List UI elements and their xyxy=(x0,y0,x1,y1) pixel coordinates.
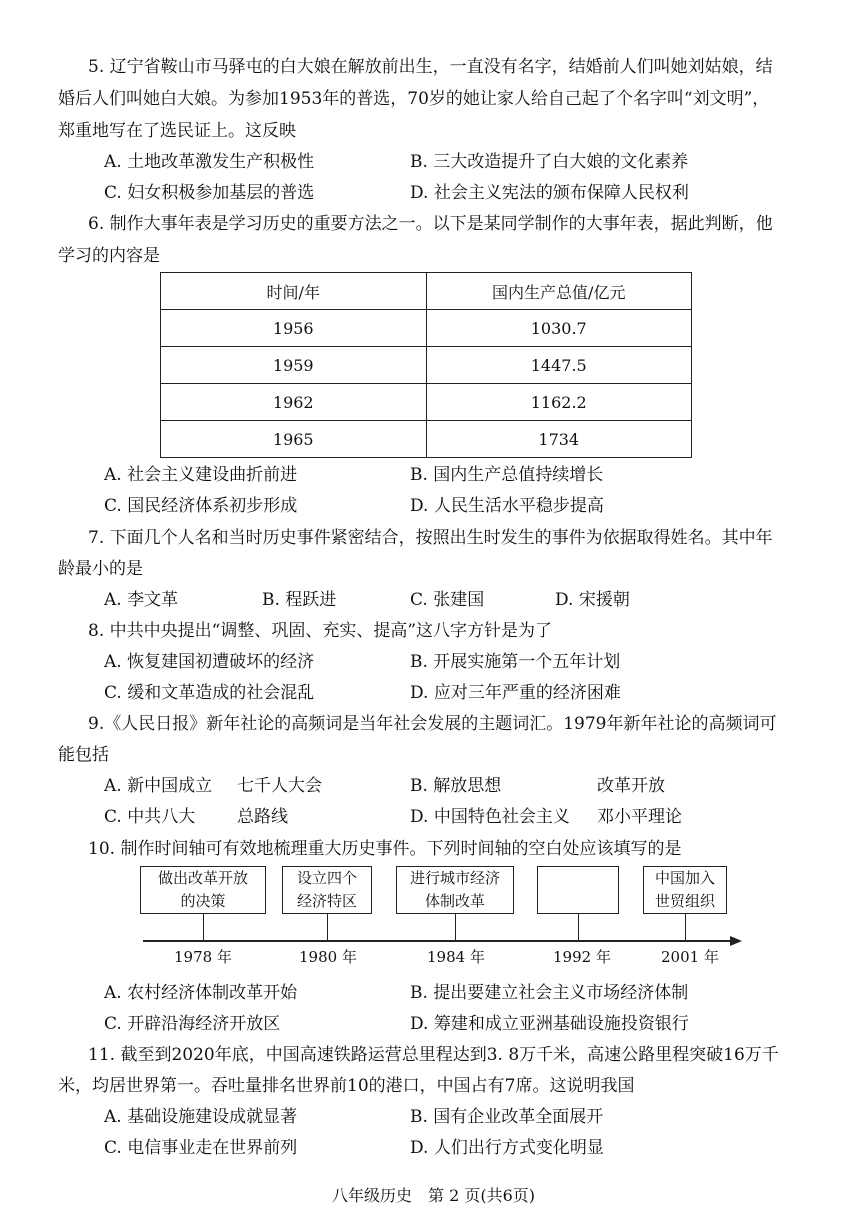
table-cell: 1030.7 xyxy=(426,310,692,347)
table-cell: 1959 xyxy=(161,347,427,384)
q10-option-d: D. 筹建和成立亚洲基础设施投资银行 xyxy=(410,1014,689,1034)
q6-option-a: A. 社会主义建设曲折前进 xyxy=(104,465,298,485)
table-cell: 1162.2 xyxy=(426,384,692,421)
timeline-event-text: 世贸组织 xyxy=(654,892,715,910)
q5-stem-line2: 婚后人们叫她白大娘。为参加1953年的普选，70岁的她让家人给自己起了个名字叫“刘文明”， xyxy=(58,89,770,109)
q10-option-c: C. 开辟沿海经济开放区 xyxy=(104,1014,281,1034)
q5-option-c: C. 妇女积极参加基层的普选 xyxy=(104,183,315,203)
page-footer: 八年级历史 第 2 页(共6页) xyxy=(331,1186,536,1205)
q7-option-c: C. 张建国 xyxy=(410,590,485,610)
q7-option-d: D. 宋援朝 xyxy=(555,590,630,610)
timeline-event-text: 体制改革 xyxy=(424,892,485,910)
timeline-blank-box xyxy=(537,866,619,914)
q5-stem-line1: 5. 辽宁省鞍山市马驿屯的白大娘在解放前出生，一直没有名字，结婚前人们叫她刘姑娘，结 xyxy=(88,57,773,77)
timeline-event-text: 进行城市经济 xyxy=(409,869,500,887)
timeline-event-text: 设立四个 xyxy=(296,869,357,887)
table-row xyxy=(161,310,692,347)
table-cell: 1734 xyxy=(426,421,692,458)
q5-stem-line3: 郑重地写在了选民证上。这反映 xyxy=(58,121,296,141)
q11-option-b: B. 国有企业改革全面展开 xyxy=(410,1107,604,1127)
q9-stem-line1: 9.《人民日报》新年社论的高频词是当年社会发展的主题词汇。1979年新年社论的高频词可 xyxy=(88,714,777,734)
q5-option-d: D. 社会主义宪法的颁布保障人民权利 xyxy=(410,183,689,203)
table-row xyxy=(161,421,692,458)
q11-option-a: A. 基础设施建设成就显著 xyxy=(104,1107,298,1127)
q9-option-c: C. 中共八大 xyxy=(104,807,196,827)
gdp-table xyxy=(160,272,692,458)
table-header: 时间/年 xyxy=(161,273,427,310)
timeline-tick xyxy=(203,914,204,941)
q11-stem-line1: 11. 截至到2020年底，中国高速铁路运营总里程达到3. 8万千米，高速公路里程突破16万千 xyxy=(88,1045,779,1065)
q8-option-a: A. 恢复建国初遭破坏的经济 xyxy=(104,652,315,672)
q5-option-b: B. 三大改造提升了白大娘的文化素养 xyxy=(410,152,689,172)
q8-option-d: D. 应对三年严重的经济困难 xyxy=(410,683,621,703)
table-row xyxy=(161,384,692,421)
q6-option-b: B. 国内生产总值持续增长 xyxy=(410,465,604,485)
timeline-event-box xyxy=(643,866,727,914)
table-header: 国内生产总值/亿元 xyxy=(426,273,692,310)
timeline-year: 2001 年 xyxy=(661,948,719,966)
q9-option-b: B. 解放思想 xyxy=(410,776,502,796)
timeline-event-text: 的决策 xyxy=(180,892,226,910)
table-header-row xyxy=(161,273,692,310)
timeline-event-box xyxy=(282,866,372,914)
timeline-event-box xyxy=(396,866,514,914)
table-cell: 1965 xyxy=(161,421,427,458)
timeline-event-text: 中国加入 xyxy=(654,869,715,887)
q9-option-a: A. 新中国成立 xyxy=(104,776,213,796)
table-row xyxy=(161,347,692,384)
table-cell: 1447.5 xyxy=(426,347,692,384)
q5-option-a: A. 土地改革激发生产积极性 xyxy=(104,152,315,172)
q9-option-d: D. 中国特色社会主义 xyxy=(410,807,570,827)
q9-option-a-term: 七千人大会 xyxy=(237,776,322,796)
timeline-event-box xyxy=(140,866,266,914)
q11-stem-line2: 米，均居世界第一。吞吐量排名世界前10的港口，中国占有7席。这说明我国 xyxy=(58,1076,635,1096)
q9-option-c-term: 总路线 xyxy=(237,807,288,827)
timeline-tick xyxy=(327,914,328,941)
timeline-event-text: 做出改革开放 xyxy=(157,869,248,887)
q6-stem-line1: 6. 制作大事年表是学习历史的重要方法之一。以下是某同学制作的大事年表，据此判断，他 xyxy=(88,214,773,234)
q7-stem-line2: 龄最小的是 xyxy=(58,559,143,579)
timeline-year: 1992 年 xyxy=(553,948,611,966)
q7-option-b: B. 程跃进 xyxy=(262,590,337,610)
timeline-tick xyxy=(578,914,579,941)
timeline-event-text: 经济特区 xyxy=(296,892,357,910)
q11-option-c: C. 电信事业走在世界前列 xyxy=(104,1138,298,1158)
arrow-icon xyxy=(730,936,742,946)
q9-option-b-term: 改革开放 xyxy=(597,776,665,796)
q6-option-c: C. 国民经济体系初步形成 xyxy=(104,496,298,516)
q7-stem-line1: 7. 下面几个人名和当时历史事件紧密结合，按照出生时发生的事件为依据取得姓名。其中年 xyxy=(88,528,773,548)
q7-option-a: A. 李文革 xyxy=(104,590,179,610)
q6-option-d: D. 人民生活水平稳步提高 xyxy=(410,496,604,516)
timeline-tick xyxy=(685,914,686,941)
table-cell: 1962 xyxy=(161,384,427,421)
q9-stem-line2: 能包括 xyxy=(58,745,109,765)
timeline-year: 1984 年 xyxy=(427,948,485,966)
q8-stem-line1: 8. 中共中央提出“调整、巩固、充实、提高”这八字方针是为了 xyxy=(88,621,553,641)
q10-stem-line1: 10. 制作时间轴可有效地梳理重大历史事件。下列时间轴的空白处应该填写的是 xyxy=(88,839,682,859)
q10-option-b: B. 提出要建立社会主义市场经济体制 xyxy=(410,983,689,1003)
timeline-year: 1978 年 xyxy=(174,948,232,966)
timeline-year: 1980 年 xyxy=(299,948,357,966)
q9-option-d-term: 邓小平理论 xyxy=(597,807,682,827)
q11-option-d: D. 人们出行方式变化明显 xyxy=(410,1138,604,1158)
timeline-tick xyxy=(455,914,456,941)
q6-stem-line2: 学习的内容是 xyxy=(58,246,160,266)
q8-option-b: B. 开展实施第一个五年计划 xyxy=(410,652,621,672)
q8-option-c: C. 缓和文革造成的社会混乱 xyxy=(104,683,315,703)
table-cell: 1956 xyxy=(161,310,427,347)
q10-option-a: A. 农村经济体制改革开始 xyxy=(104,983,298,1003)
